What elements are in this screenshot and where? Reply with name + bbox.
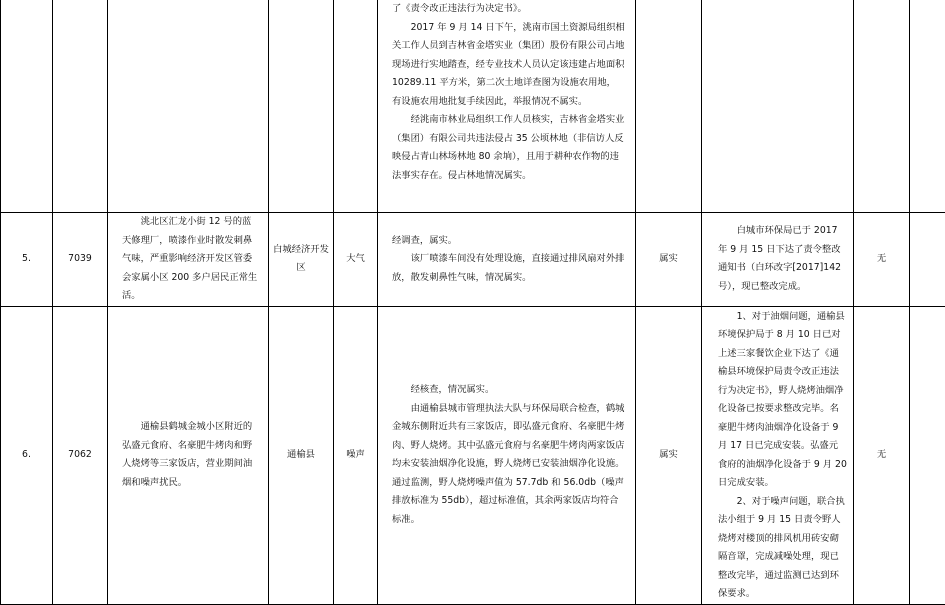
table-row <box>1 213 945 307</box>
rectification-line: 白城市环保局已于 2017 年 9 月 15 日下达了责令整改通知书（白环改字[2017]142 号），现已整改完成。 <box>718 222 847 296</box>
category-cell <box>334 213 378 307</box>
reason-cell <box>378 213 636 307</box>
seq-cell <box>1 0 53 213</box>
rectification-line: 2、对于噪声问题，联合执法小组于 9 月 15 日责令野人烧烤对楼顶的排风机用砖安砌隔音罩，完成减噪处理，现已整改完毕，通过监测已达到环保要求。 <box>718 493 847 604</box>
district-cell <box>269 0 334 213</box>
category-text: 噪声 <box>346 449 365 460</box>
verdict-cell <box>636 306 702 604</box>
description-text: 通榆县鹤城金城小区附近的弘盛元食府、名豪肥牛烤肉和野人烧烤等三家饭店，营业期间油烟和噪声扰民。 <box>122 418 258 492</box>
rectification-line: 1、对于油烟问题，通榆县环境保护局于 8 月 10 日已对上述三家餐饮企业下达了《通榆县环境保护局责令改正违法行为决定书》，野人烧烤油烟净化设备已按要求整改完毕。名豪肥牛烤肉油烟净化设备于 9 月 17 日已完成安装。弘盛元食府的油烟净化设备于 9 月 20 日完成安装。 <box>718 308 847 493</box>
accountability-cell <box>854 0 910 213</box>
description-cell <box>108 213 269 307</box>
accountability-cell <box>854 306 910 604</box>
description-text: 洮北区汇龙小街 12 号的蓝天修理厂，喷漆作业时散发刺鼻气味，严重影响经济开发区管委会家属小区 200 多户居民正常生活。 <box>122 213 258 306</box>
verdict-text: 属实 <box>659 449 678 460</box>
verdict-text: 属实 <box>659 253 678 264</box>
extra-cell <box>910 306 945 604</box>
description-cell <box>108 0 269 213</box>
id-cell <box>53 213 108 307</box>
category-text: 大气 <box>346 253 365 264</box>
accountability-text: 无 <box>877 253 886 264</box>
verdict-cell <box>636 213 702 307</box>
reason-line: 经洮南市林业局组织工作人员核实，吉林省金塔实业（集团）有限公司共违法侵占 35 公顷林地（非信访人反映侵占青山林场林地 80 余垧），且用于耕种农作物的违法事实存在。侵占林地情况属实。 <box>392 111 625 185</box>
extra-cell <box>910 0 945 213</box>
seq-number: 6 <box>22 449 28 460</box>
accountability-text: 无 <box>877 449 886 460</box>
reason-cell <box>378 0 636 213</box>
reason-cell <box>378 306 636 604</box>
reason-line: 2017 年 9 月 14 日下午，洮南市国土资源局组织相关工作人员到吉林省金塔实业（集团）股份有限公司占地现场进行实地踏查，经专业技术人员认定该违建占地面积 10289.11 平方米，第二次土地详查图为设施农用地，有设施农用地批复手续因此，举报情况不属实。 <box>392 19 625 112</box>
seq-cell: 6. <box>1 306 53 604</box>
seq-cell: 5. <box>1 213 53 307</box>
table-row <box>1 306 945 604</box>
district-cell <box>269 213 334 307</box>
reason-line: 经核查，情况属实。 <box>392 381 625 400</box>
verdict-cell <box>636 0 702 213</box>
district-text: 通榆县 <box>287 449 315 460</box>
reason-line: 该厂喷漆车间没有处理设施，直接通过排风扇对外排放，散发刺鼻性气味，情况属实。 <box>392 250 625 287</box>
rectification-cell <box>702 213 854 307</box>
complaint-id: 7062 <box>68 449 92 460</box>
category-cell <box>334 306 378 604</box>
rectification-cell <box>702 306 854 604</box>
seq-number: 5 <box>22 253 28 264</box>
extra-cell <box>910 213 945 307</box>
reason-line: 经调查，属实。 <box>392 232 625 251</box>
table-row-continuation <box>1 0 945 213</box>
district-cell <box>269 306 334 604</box>
description-cell <box>108 306 269 604</box>
id-cell <box>53 0 108 213</box>
district-text: 白城经济开发区 <box>273 244 329 274</box>
id-cell <box>53 306 108 604</box>
category-cell <box>334 0 378 213</box>
complaint-id: 7039 <box>68 253 92 264</box>
rectification-cell <box>702 0 854 213</box>
accountability-cell <box>854 213 910 307</box>
reason-line: 了《责令改正违法行为决定书》。 <box>392 0 625 19</box>
reason-line: 由通榆县城市管理执法大队与环保局联合检查，鹤城金城东侧附近共有三家饭店，即弘盛元食府、名豪肥牛烤肉、野人烧烤。其中弘盛元食府与名豪肥牛烤肉两家饭店均未安装油烟净化设施，野人烧烤已安装油烟净化设施。通过监测，野人烧烤噪声值为 57.7db 和 56.0db（噪声排放标准为 55db），超过标准值，其余两家饭店均符合标准。 <box>392 400 625 530</box>
